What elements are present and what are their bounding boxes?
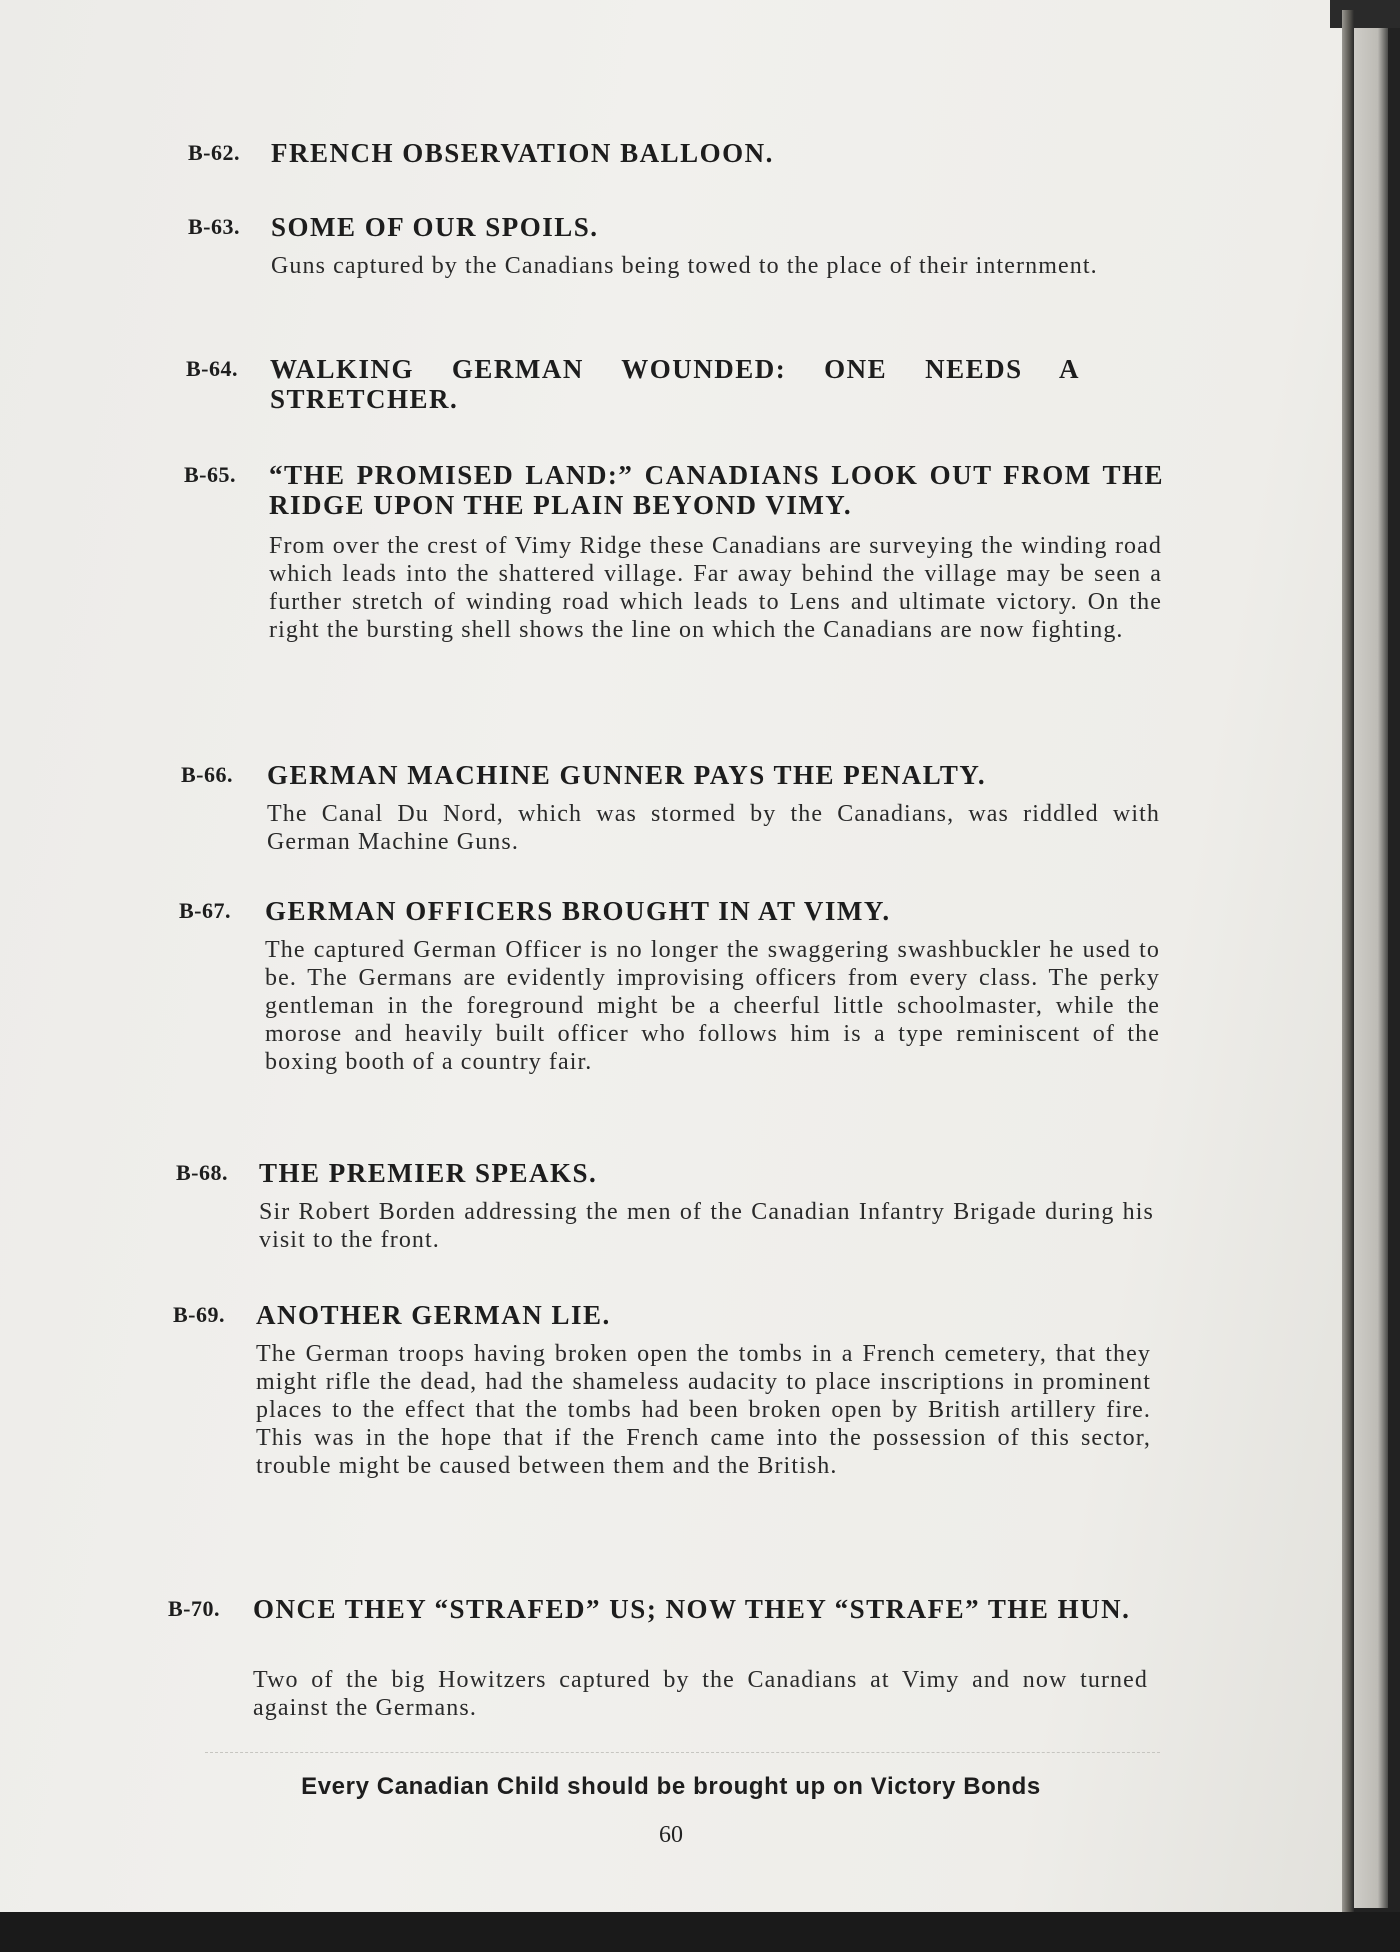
entry-number: B-63. (188, 214, 240, 239)
entry-title: ONCE THEY “STRAFED” US; NOW THEY “STRAFE” THE HUN. (253, 1594, 1131, 1624)
entry-number: B-68. (176, 1160, 228, 1185)
entry-number: B-62. (188, 140, 240, 165)
entry-number: B-67. (179, 898, 231, 923)
entry-title: SOME OF OUR SPOILS. (271, 212, 599, 242)
entry-title: WALKING GERMAN WOUNDED: ONE NEEDS A STRETCHER. (270, 354, 1080, 414)
entry-b62 (188, 140, 1168, 180)
entry-b68 (176, 1160, 1156, 1260)
entry-number: B-66. (181, 762, 233, 787)
page-edge-shadow (1342, 10, 1354, 1915)
entry-b66 (181, 762, 1161, 862)
entry-title: FRENCH OBSERVATION BALLOON. (271, 138, 774, 168)
entry-description: Two of the big Howitzers captured by the Canadians at Vimy and now turned against the Germans. (253, 1667, 1148, 1721)
divider (205, 1752, 1160, 1753)
entry-description: Sir Robert Borden addressing the men of the Canadian Infantry Brigade during his visit to the front. (259, 1199, 1154, 1253)
entry-description: Guns captured by the Canadians being towed to the place of their internment. (271, 253, 1098, 279)
entry-number: B-65. (184, 462, 236, 487)
entry-description: The Canal Du Nord, which was stormed by the Canadians, was riddled with German Machine Guns. (267, 801, 1160, 855)
entry-title: GERMAN MACHINE GUNNER PAYS THE PENALTY. (267, 760, 987, 790)
entry-number: B-64. (186, 356, 238, 381)
entry-description: From over the crest of Vimy Ridge these Canadians are surveying the winding road which leads into the shattered village. Far away behind the village may be seen a further stretch of winding road which leads to Lens and ultimate victory. On the right the bursting shell shows the line on which the Canadians are now fighting. (269, 533, 1162, 643)
scan-bottom-border (0, 1912, 1400, 1952)
entry-number: B-69. (173, 1302, 225, 1327)
entry-b67 (179, 898, 1159, 1118)
entry-b64 (186, 356, 1166, 426)
entry-title: “THE PROMISED LAND:” CANADIANS LOOK OUT FROM THE RIDGE UPON THE PLAIN BEYOND VIMY. (269, 460, 1164, 520)
facing-page-edge (1354, 28, 1388, 1908)
entry-b69 (173, 1302, 1153, 1552)
footer-slogan: Every Canadian Child should be brought up on Victory Bonds (301, 1773, 1041, 1800)
page-number: 60 (659, 1822, 683, 1848)
entry-b70 (168, 1596, 1153, 1746)
entry-description: The captured German Officer is no longer the swaggering swashbuckler he used to be. The Germans are evidently improvising officers from every class. The perky gentleman in the foreground might be a cheerful little schoolmaster, while the morose and heavily built officer who follows him is a type reminiscent of the boxing booth of a country fair. (265, 937, 1160, 1075)
entry-title: GERMAN OFFICERS BROUGHT IN AT VIMY. (265, 896, 891, 926)
scan-corner (1330, 0, 1400, 28)
entry-title: ANOTHER GERMAN LIE. (256, 1300, 611, 1330)
entry-b65 (184, 462, 1164, 722)
entry-description: The German troops having broken open the tombs in a French cemetery, that they might rifle the dead, had the shameless audacity to place inscriptions in prominent places to the effect that the tombs had been broken open by British artillery fire. This was in the hope that if the French came into the possession of this sector, trouble might be caused between them and the British. (256, 1341, 1151, 1479)
entry-b63 (188, 214, 1168, 314)
entry-title: THE PREMIER SPEAKS. (259, 1158, 598, 1188)
entry-number: B-70. (168, 1596, 220, 1621)
